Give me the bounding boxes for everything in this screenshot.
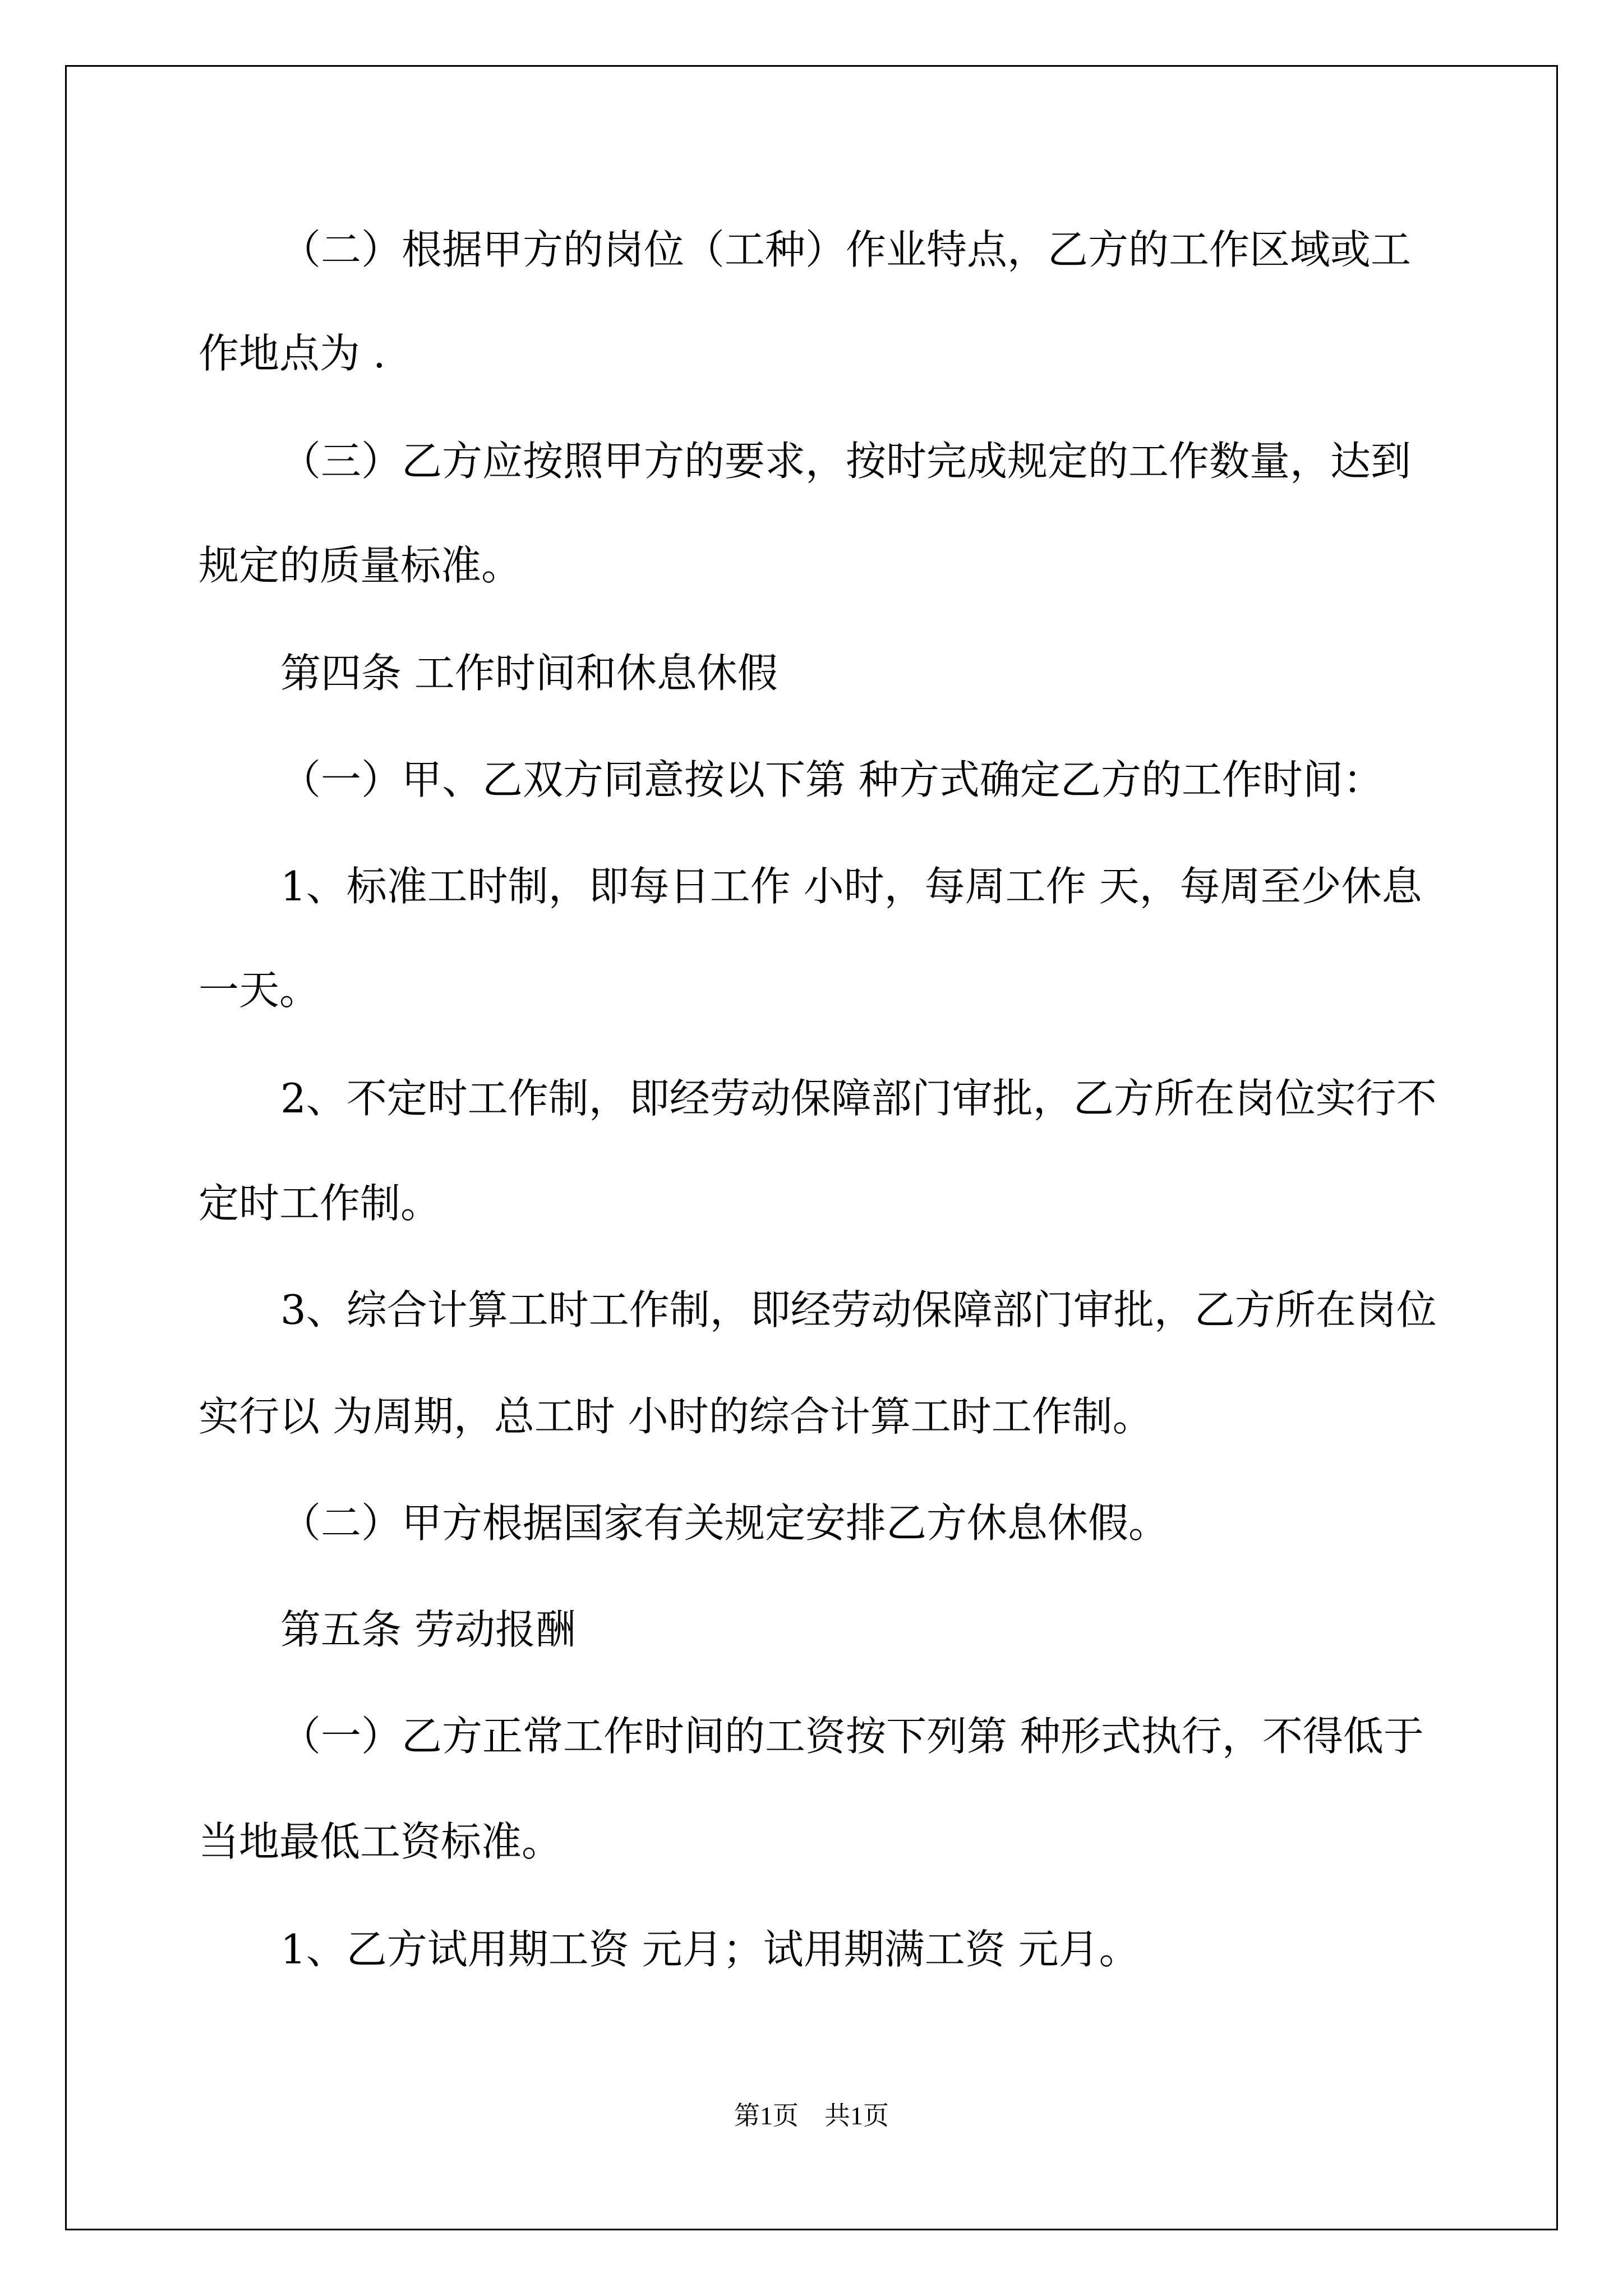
paragraph-line: 规定的质量标准。 <box>199 542 522 589</box>
paragraph-line: （三）乙方应按照甲方的要求，按时完成规定的工作数量，达到 <box>280 438 1412 485</box>
article-heading: 第四条 工作时间和休息休假 <box>280 650 778 697</box>
paragraph-line: 当地最低工资标准。 <box>199 1818 562 1865</box>
paragraph-line: （二）甲方根据国家有关规定安排乙方休息休假。 <box>280 1499 1169 1547</box>
paragraph-line: 定时工作制。 <box>199 1180 441 1227</box>
paragraph-line: （一）乙方正常工作时间的工资按下列第 种形式执行，不得低于 <box>280 1713 1424 1760</box>
paragraph-line: 3、综合计算工时工作制，即经劳动保障部门审批，乙方所在岗位 <box>280 1286 1437 1333</box>
paragraph-line: （一）甲、乙双方同意按以下第 种方式确定乙方的工作时间： <box>280 756 1384 803</box>
paragraph-line: 1、乙方试用期工资 元月；试用期满工资 元月。 <box>280 1926 1140 1973</box>
paragraph-line: 一天。 <box>199 967 320 1014</box>
paragraph-line: 作地点为 . <box>199 330 386 377</box>
paragraph-line: 2、不定时工作制，即经劳动保障部门审批，乙方所在岗位实行不 <box>280 1075 1437 1122</box>
paragraph-line: （二）根据甲方的岗位（工种）作业特点，乙方的工作区域或工 <box>280 226 1412 273</box>
page-number-footer: 第1页 共1页 <box>734 2101 889 2130</box>
paragraph-line: 实行以 为周期，总工时 小时的综合计算工时工作制。 <box>199 1393 1153 1440</box>
paragraph-line: 1、标准工时制，即每日工作 小时，每周工作 天，每周至少休息 <box>280 863 1422 910</box>
page-border <box>65 65 1558 2230</box>
article-heading: 第五条 劳动报酬 <box>280 1606 576 1653</box>
